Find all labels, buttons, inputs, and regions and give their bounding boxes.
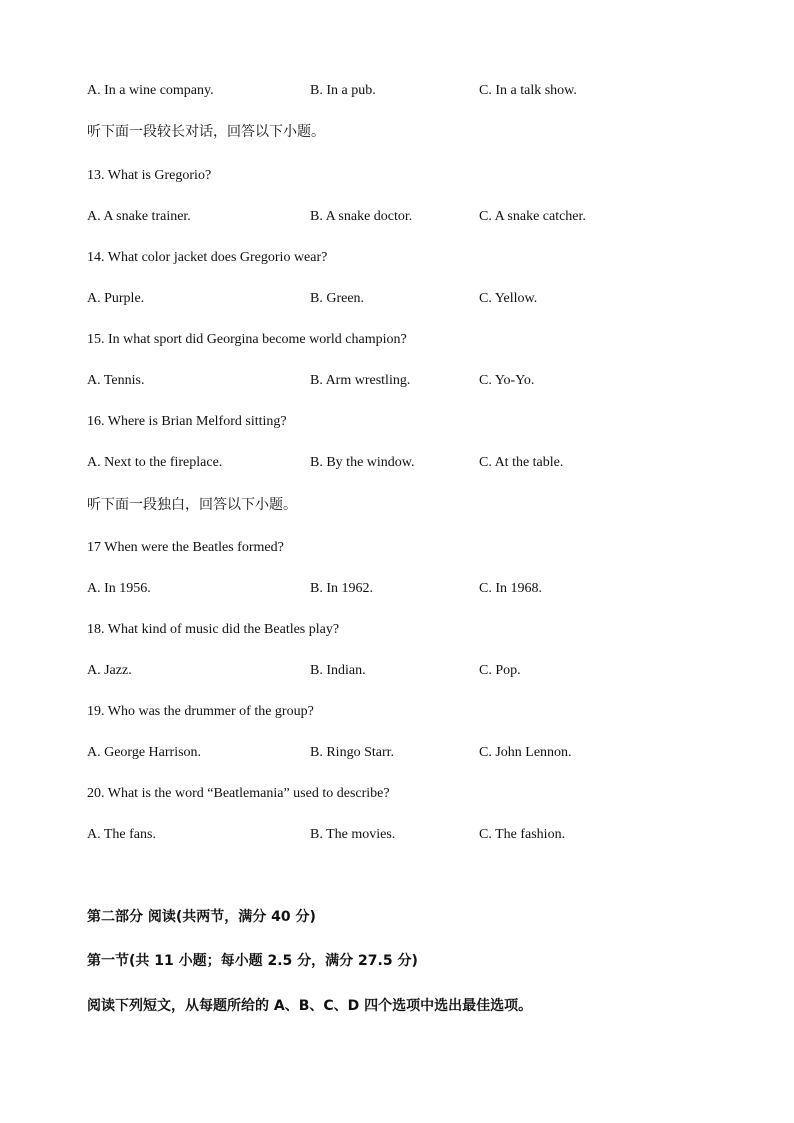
question-14-option-a: A. Purple. — [87, 291, 145, 306]
question-19-option-b: B. Ringo Starr. — [310, 745, 395, 760]
q12-option-a: A. In a wine company. — [87, 83, 214, 98]
question-14-option-b: B. Green. — [310, 291, 365, 306]
question-15-option-b: B. Arm wrestling. — [310, 373, 411, 388]
question-18-stem: 18. What kind of music did the Beatles play? — [87, 622, 340, 637]
question-18-option-c: C. Pop. — [479, 663, 521, 678]
reading-instructions: 阅读下列短文，从每题所给的 A、B、C、D 四个选项中选出最佳选项。 — [87, 998, 533, 1014]
q12-option-b: B. In a pub. — [310, 83, 376, 98]
section-instruction-long-dialogue: 听下面一段较长对话，回答以下小题。 — [87, 124, 325, 140]
question-18-option-a: A. Jazz. — [87, 663, 132, 678]
question-19-option-a: A. George Harrison. — [87, 745, 202, 760]
question-17-option-c: C. In 1968. — [479, 581, 542, 596]
part-two-heading: 第二部分 阅读(共两节，满分 40 分) — [87, 909, 316, 925]
question-19-stem: 19. Who was the drummer of the group? — [87, 704, 314, 719]
section-instruction-monologue: 听下面一段独白，回答以下小题。 — [87, 497, 297, 513]
question-15-option-c: C. Yo-Yo. — [479, 373, 535, 388]
question-20-option-a: A. The fans. — [87, 827, 156, 842]
question-16-option-a: A. Next to the fireplace. — [87, 455, 223, 470]
question-15-stem: 15. In what sport did Georgina become world champion? — [87, 332, 407, 347]
question-17-option-b: B. In 1962. — [310, 581, 373, 596]
question-13-stem: 13. What is Gregorio? — [87, 168, 212, 183]
question-17-option-a: A. In 1956. — [87, 581, 151, 596]
question-14-option-c: C. Yellow. — [479, 291, 538, 306]
question-19-option-c: C. John Lennon. — [479, 745, 572, 760]
question-20-option-c: C. The fashion. — [479, 827, 566, 842]
question-13-option-c: C. A snake catcher. — [479, 209, 586, 224]
question-17-stem: 17 When were the Beatles formed? — [87, 540, 284, 555]
question-18-option-b: B. Indian. — [310, 663, 366, 678]
question-20-stem: 20. What is the word “Beatlemania” used to describe? — [87, 786, 390, 801]
q12-option-c: C. In a talk show. — [479, 83, 577, 98]
question-16-option-b: B. By the window. — [310, 455, 415, 470]
question-16-option-c: C. At the table. — [479, 455, 564, 470]
section-one-heading: 第一节(共 11 小题；每小题 2.5 分，满分 27.5 分) — [87, 953, 418, 969]
question-15-option-a: A. Tennis. — [87, 373, 145, 388]
question-13-option-b: B. A snake doctor. — [310, 209, 413, 224]
question-16-stem: 16. Where is Brian Melford sitting? — [87, 414, 287, 429]
question-14-stem: 14. What color jacket does Gregorio wear? — [87, 250, 328, 265]
question-13-option-a: A. A snake trainer. — [87, 209, 191, 224]
question-20-option-b: B. The movies. — [310, 827, 396, 842]
